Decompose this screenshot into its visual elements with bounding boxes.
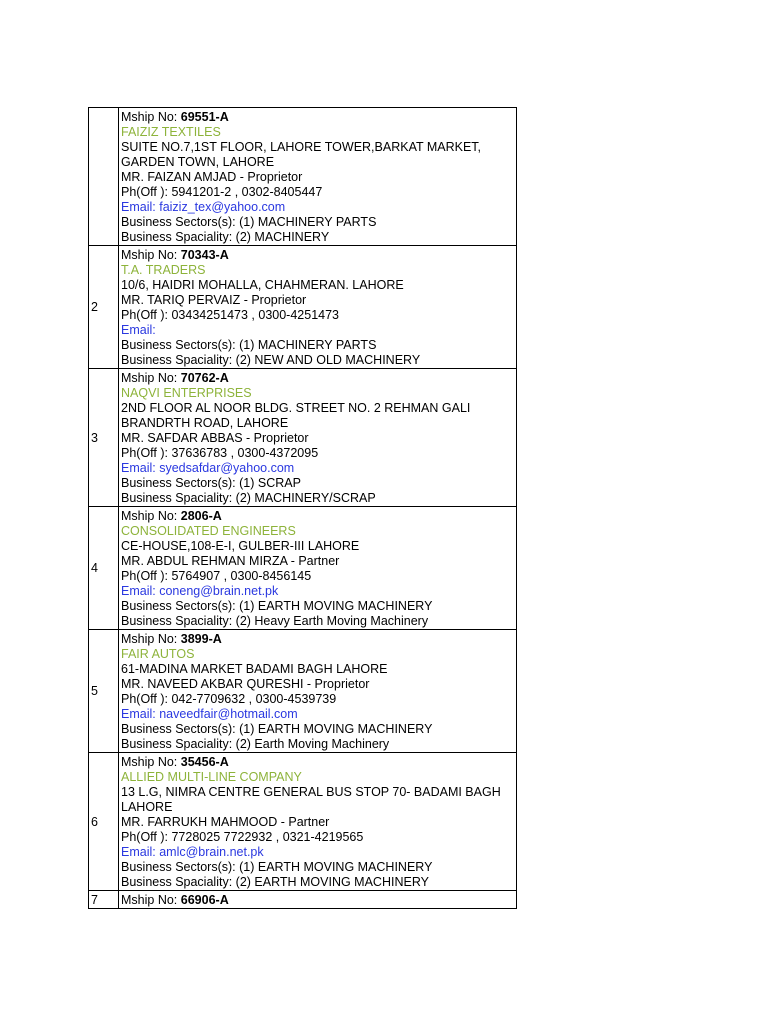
- address-line: [121, 662, 516, 677]
- speciality-label: Business Spaciality:: [121, 353, 233, 367]
- member-row: [89, 108, 517, 246]
- company-name-text: T.A. TRADERS: [121, 263, 206, 277]
- company-name: [121, 263, 516, 278]
- contact-line: [121, 431, 516, 446]
- speciality-line: [121, 737, 516, 752]
- address-text: SUITE NO.7,1ST FLOOR, LAHORE TOWER,BARKAT MARKET,: [121, 140, 482, 154]
- mship-line: [121, 371, 516, 386]
- contact-line: [121, 170, 516, 185]
- email-address: amlc@brain.net.pk: [159, 845, 264, 859]
- phone-line: [121, 446, 516, 461]
- member-row: [89, 630, 517, 753]
- member-info: [119, 507, 517, 630]
- member-info: [119, 246, 517, 369]
- sector-value: (1) MACHINERY PARTS: [239, 215, 377, 229]
- mship-number: 2806-A: [180, 509, 222, 523]
- phone-text: Ph(Off ): 5941201-2 , 0302-8405447: [121, 185, 323, 199]
- company-name-text: NAQVI ENTERPRISES: [121, 386, 252, 400]
- directory-body: [89, 108, 517, 909]
- address-text: 10/6, HAIDRI MOHALLA, CHAHMERAN. LAHORE: [121, 278, 404, 292]
- member-row: [89, 753, 517, 891]
- row-number: [89, 108, 119, 246]
- email-line: [121, 461, 516, 476]
- mship-number: 66906-A: [180, 893, 229, 907]
- company-name: [121, 524, 516, 539]
- email-address: naveedfair@hotmail.com: [159, 707, 298, 721]
- row-number: 7: [89, 891, 119, 909]
- address-text: BRANDRTH ROAD, LAHORE: [121, 416, 289, 430]
- speciality-value: (2) EARTH MOVING MACHINERY: [235, 875, 429, 889]
- sector-label: Business Sectors(s):: [121, 476, 236, 490]
- speciality-label: Business Spaciality:: [121, 491, 233, 505]
- company-name: [121, 647, 516, 662]
- mship-number: 35456-A: [180, 755, 229, 769]
- sector-line: [121, 215, 516, 230]
- sector-line: [121, 860, 516, 875]
- sector-line: [121, 476, 516, 491]
- sector-value: (1) SCRAP: [239, 476, 301, 490]
- email-label: Email:: [121, 323, 156, 337]
- company-name-text: FAIZIZ TEXTILES: [121, 125, 221, 139]
- address-line: [121, 416, 516, 431]
- mship-label: Mship No:: [121, 509, 178, 523]
- company-name: [121, 125, 516, 140]
- row-number: 2: [89, 246, 119, 369]
- sector-label: Business Sectors(s):: [121, 338, 236, 352]
- member-info: [119, 630, 517, 753]
- speciality-label: Business Spaciality:: [121, 614, 233, 628]
- sector-value: (1) EARTH MOVING MACHINERY: [239, 599, 433, 613]
- mship-line: [121, 248, 516, 263]
- sector-label: Business Sectors(s):: [121, 599, 236, 613]
- speciality-value: (2) Heavy Earth Moving Machinery: [235, 614, 429, 628]
- email-line: [121, 584, 516, 599]
- contact-line: [121, 554, 516, 569]
- mship-number: 70762-A: [180, 371, 229, 385]
- member-info: [119, 108, 517, 246]
- mship-label: Mship No:: [121, 632, 178, 646]
- address-line: [121, 278, 516, 293]
- sector-line: [121, 338, 516, 353]
- company-name-text: CONSOLIDATED ENGINEERS: [121, 524, 296, 538]
- address-line: [121, 401, 516, 416]
- email-label: Email:: [121, 707, 156, 721]
- contact-text: MR. FARRUKH MAHMOOD - Partner: [121, 815, 330, 829]
- sector-label: Business Sectors(s):: [121, 860, 236, 874]
- contact-text: MR. ABDUL REHMAN MIRZA - Partner: [121, 554, 340, 568]
- company-name: [121, 386, 516, 401]
- contact-line: [121, 293, 516, 308]
- speciality-label: Business Spaciality:: [121, 875, 233, 889]
- phone-text: Ph(Off ): 7728025 7722932 , 0321-4219565: [121, 830, 364, 844]
- address-text: 2ND FLOOR AL NOOR BLDG. STREET NO. 2 REHMAN GALI: [121, 401, 471, 415]
- company-name-text: FAIR AUTOS: [121, 647, 195, 661]
- speciality-line: [121, 230, 516, 245]
- mship-label: Mship No:: [121, 755, 178, 769]
- email-line: [121, 707, 516, 722]
- sector-label: Business Sectors(s):: [121, 722, 236, 736]
- email-label: Email:: [121, 845, 156, 859]
- contact-text: MR. SAFDAR ABBAS - Proprietor: [121, 431, 309, 445]
- email-address: coneng@brain.net.pk: [159, 584, 279, 598]
- mship-number: 3899-A: [180, 632, 222, 646]
- address-text: LAHORE: [121, 800, 173, 814]
- mship-line: [121, 509, 516, 524]
- company-name: [121, 770, 516, 785]
- mship-line: [121, 632, 516, 647]
- mship-line: [121, 755, 516, 770]
- mship-line: [121, 893, 516, 908]
- mship-number: 70343-A: [180, 248, 229, 262]
- member-row: [89, 369, 517, 507]
- email-line: [121, 200, 516, 215]
- email-address: faiziz_tex@yahoo.com: [159, 200, 286, 214]
- speciality-line: [121, 491, 516, 506]
- speciality-label: Business Spaciality:: [121, 737, 233, 751]
- member-info: [119, 369, 517, 507]
- member-row: [89, 891, 517, 909]
- phone-text: Ph(Off ): 5764907 , 0300-8456145: [121, 569, 312, 583]
- sector-value: (1) EARTH MOVING MACHINERY: [239, 860, 433, 874]
- member-directory-table: [88, 107, 517, 909]
- contact-text: MR. FAIZAN AMJAD - Proprietor: [121, 170, 303, 184]
- phone-line: [121, 569, 516, 584]
- mship-line: [121, 110, 516, 125]
- speciality-line: [121, 875, 516, 890]
- address-line: [121, 140, 516, 155]
- email-line: [121, 323, 516, 338]
- contact-text: MR. NAVEED AKBAR QURESHI - Proprietor: [121, 677, 370, 691]
- address-line: [121, 785, 516, 800]
- sector-line: [121, 722, 516, 737]
- address-text: GARDEN TOWN, LAHORE: [121, 155, 275, 169]
- member-info: [119, 753, 517, 891]
- contact-text: MR. TARIQ PERVAIZ - Proprietor: [121, 293, 307, 307]
- member-row: [89, 507, 517, 630]
- phone-line: [121, 830, 516, 845]
- phone-line: [121, 692, 516, 707]
- contact-line: [121, 815, 516, 830]
- speciality-value: (2) MACHINERY: [235, 230, 330, 244]
- email-label: Email:: [121, 584, 156, 598]
- mship-label: Mship No:: [121, 893, 178, 907]
- sector-value: (1) MACHINERY PARTS: [239, 338, 377, 352]
- speciality-label: Business Spaciality:: [121, 230, 233, 244]
- company-name-text: ALLIED MULTI-LINE COMPANY: [121, 770, 302, 784]
- row-number: 3: [89, 369, 119, 507]
- speciality-value: (2) MACHINERY/SCRAP: [235, 491, 376, 505]
- email-label: Email:: [121, 461, 156, 475]
- mship-label: Mship No:: [121, 248, 178, 262]
- speciality-value: (2) NEW AND OLD MACHINERY: [235, 353, 421, 367]
- sector-label: Business Sectors(s):: [121, 215, 236, 229]
- phone-text: Ph(Off ): 042-7709632 , 0300-4539739: [121, 692, 337, 706]
- phone-text: Ph(Off ): 03434251473 , 0300-4251473: [121, 308, 339, 322]
- mship-number: 69551-A: [180, 110, 229, 124]
- phone-line: [121, 185, 516, 200]
- address-text: CE-HOUSE,108-E-I, GULBER-III LAHORE: [121, 539, 360, 553]
- address-line: [121, 539, 516, 554]
- email-label: Email:: [121, 200, 156, 214]
- address-text: 13 L.G, NIMRA CENTRE GENERAL BUS STOP 70- BADAMI BAGH: [121, 785, 501, 799]
- mship-label: Mship No:: [121, 371, 178, 385]
- member-row: [89, 246, 517, 369]
- phone-text: Ph(Off ): 37636783 , 0300-4372095: [121, 446, 319, 460]
- row-number: 4: [89, 507, 119, 630]
- speciality-line: [121, 614, 516, 629]
- email-line: [121, 845, 516, 860]
- contact-line: [121, 677, 516, 692]
- mship-label: Mship No:: [121, 110, 178, 124]
- row-number: 5: [89, 630, 119, 753]
- address-text: 61-MADINA MARKET BADAMI BAGH LAHORE: [121, 662, 388, 676]
- sector-line: [121, 599, 516, 614]
- speciality-line: [121, 353, 516, 368]
- row-number: 6: [89, 753, 119, 891]
- address-line: [121, 800, 516, 815]
- email-address: syedsafdar@yahoo.com: [159, 461, 295, 475]
- phone-line: [121, 308, 516, 323]
- member-info: [119, 891, 517, 909]
- speciality-value: (2) Earth Moving Machinery: [235, 737, 390, 751]
- address-line: [121, 155, 516, 170]
- sector-value: (1) EARTH MOVING MACHINERY: [239, 722, 433, 736]
